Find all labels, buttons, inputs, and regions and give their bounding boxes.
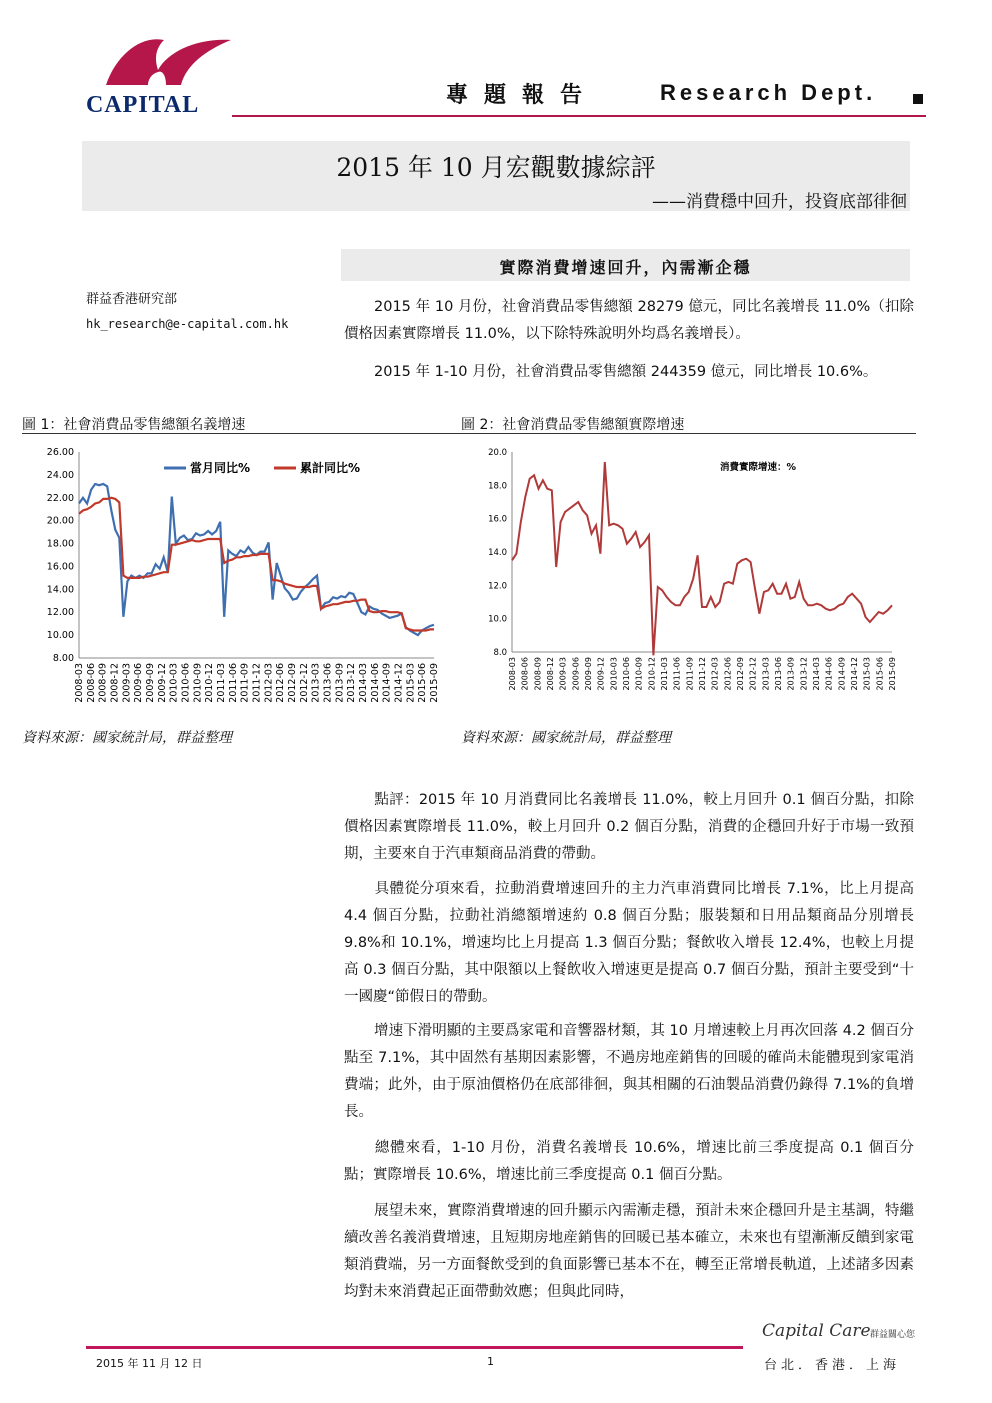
x-tick-label: 2012-09: [287, 663, 298, 703]
intro-paragraph-2: 2015 年 1-10 月份，社會消費品零售總額 244359 億元，同比增長 10.6%。: [374, 364, 878, 380]
x-tick-label: 2012-06: [275, 663, 287, 703]
footer-rule: [86, 1346, 743, 1349]
x-tick-label: 2008-09: [97, 663, 109, 703]
x-tick-label: 2014-06: [369, 663, 381, 703]
header-rule: [232, 115, 926, 117]
x-tick-label: 2009-09: [584, 657, 593, 691]
x-tick-label: 2012-12: [748, 657, 758, 691]
x-tick-label: 2013-09: [786, 657, 796, 691]
x-tick-label: 2014-12: [393, 663, 405, 703]
x-tick-label: 2013-03: [310, 663, 322, 703]
author-email[interactable]: hk_research@e-capital.com.hk: [86, 317, 289, 331]
footer-brand-slogan: 群益關心您: [870, 1330, 916, 1340]
x-tick-label: 2009-12: [596, 657, 606, 691]
x-tick-label: 2015-09: [888, 657, 897, 691]
section-title: 實際消費增速回升，內需漸企穩: [499, 258, 752, 277]
report-title: 2015 年 10 月宏觀數據綜評: [336, 153, 656, 182]
x-tick-label: 2009-03: [121, 663, 133, 703]
x-tick-label: 2009-03: [558, 657, 568, 691]
x-tick-label: 2015-03: [405, 663, 417, 703]
x-tick-label: 2008-06: [85, 663, 97, 703]
y-tick-label: 10.00: [46, 630, 74, 642]
x-tick-label: 2010-09: [192, 663, 204, 703]
figure-rule: [22, 433, 916, 434]
body-paragraph: 總體來看，1-10 月份，消費名義增長 10.6%，增速比前三季度提高 0.1 個百分點；實際增長 10.6%，增速比前三季度提高 0.1 個百分點。: [344, 1140, 914, 1183]
x-tick-label: 2012-12: [298, 663, 310, 703]
x-tick-label: 2014-03: [358, 663, 369, 703]
x-tick-label: 2015-03: [862, 657, 872, 691]
x-tick-label: 2008-09: [533, 657, 543, 691]
x-tick-label: 2010-03: [609, 657, 619, 691]
y-tick-label: 14.0: [488, 548, 507, 558]
x-tick-label: 2011-09: [685, 657, 695, 691]
legend-label: 當月同比%: [190, 461, 251, 475]
body-paragraph: 增速下滑明顯的主要爲家電和音響器材類，其 10 月增速較上月再次回落 4.2 個百分點至 7.1%，其中固然有基期因素影響，不過房地産銷售的回暖的確尚未能體現到家電消費端；此外，由于原油價格仍在底部徘徊，與其相關的石油製品消費仍錄得 7.1%的負增長。: [344, 1023, 914, 1120]
x-tick-label: 2014-03: [812, 657, 821, 691]
y-tick-label: 8.0: [493, 648, 507, 658]
x-tick-label: 2015-09: [429, 663, 440, 703]
y-tick-label: 8.00: [52, 653, 74, 664]
x-tick-label: 2014-09: [381, 663, 393, 703]
x-tick-label: 2014-06: [824, 657, 834, 691]
footer-brand: Capital Care: [762, 1321, 871, 1341]
figure-2-title: 圖 2：社會消費品零售總額實際增速: [461, 417, 685, 433]
x-tick-label: 2010-06: [180, 663, 192, 703]
x-tick-label: 2015-06: [875, 657, 885, 691]
y-tick-label: 12.0: [488, 581, 507, 592]
y-tick-label: 20.0: [488, 448, 507, 458]
x-tick-label: 2013-03: [761, 657, 771, 691]
x-tick-label: 2010-06: [622, 657, 631, 691]
report-type-title: 專題報告: [446, 83, 599, 108]
intro-paragraph-1: 2015 年 10 月份，社會消費品零售總額 28279 億元，同比名義增長 11.0%（扣除價格因素實際增長 11.0%，以下除特殊說明外均爲名義增長）。: [344, 299, 914, 342]
x-tick-label: 2011-12: [698, 657, 707, 691]
x-tick-label: 2010-12: [647, 657, 657, 691]
author: 群益香港研究部: [86, 292, 178, 307]
x-tick-label: 2013-06: [774, 657, 783, 691]
report-subtitle: ——消費穩中回升，投資底部徘徊: [652, 192, 907, 212]
footer-cities: 台北．香港．上海: [764, 1358, 901, 1373]
x-tick-label: 2011-09: [239, 663, 251, 703]
research-dept-label: Research Dept.: [660, 80, 877, 105]
series-line: [79, 498, 434, 631]
x-tick-label: 2013-12: [799, 657, 809, 691]
y-tick-label: 18.00: [46, 538, 74, 550]
y-tick-label: 24.00: [46, 469, 74, 481]
y-tick-label: 20.00: [46, 515, 74, 527]
body-paragraph: 展望未來，實際消費增速的回升顯示內需漸走穩，預計未來企穩回升是主基調，特繼續改善名義消費增速，且短期房地産銷售的回暖已基本確立，未來也有望漸漸反饋到家電類消費端，另一方面餐飲受到的負面影響已基本不在，轉至正常增長軌道，上述諸多因素均對未來消費起正面帶動效應；但與此同時，: [344, 1203, 914, 1300]
x-tick-label: 2008-06: [520, 657, 530, 691]
x-tick-label: 2009-12: [156, 663, 168, 703]
x-tick-label: 2013-06: [322, 663, 334, 703]
x-tick-label: 2012-03: [710, 657, 720, 691]
figure-1-title: 圖 1：社會消費品零售總額名義增速: [22, 417, 246, 433]
x-tick-label: 2010-09: [634, 657, 644, 691]
x-tick-label: 2011-03: [660, 657, 669, 691]
x-tick-label: 2008-12: [546, 657, 555, 691]
y-tick-label: 22.00: [46, 492, 74, 504]
chart-title: 消費實際增速：%: [720, 462, 797, 473]
x-tick-label: 2014-12: [850, 657, 859, 691]
y-tick-label: 18.0: [488, 481, 507, 492]
logo-text: CAPITAL: [86, 92, 200, 118]
page-number: 1: [487, 1355, 494, 1368]
x-tick-label: 2015-06: [417, 663, 429, 703]
figure-1-source: 資料來源：國家統計局，群益整理: [22, 730, 232, 746]
y-tick-label: 14.00: [46, 584, 74, 596]
x-tick-label: 2014-09: [837, 657, 847, 691]
x-tick-label: 2010-12: [204, 663, 216, 703]
x-tick-label: 2013-12: [346, 663, 358, 703]
x-tick-label: 2011-12: [251, 663, 263, 703]
x-tick-label: 2012-06: [723, 657, 733, 691]
chart-nominal-growth: [24, 440, 444, 722]
x-tick-label: 2011-06: [672, 657, 682, 691]
x-tick-label: 2011-03: [216, 663, 227, 703]
header-square-mark: [913, 94, 923, 104]
chart-real-growth: [462, 440, 912, 722]
y-tick-label: 16.0: [488, 514, 507, 525]
y-tick-label: 16.00: [46, 561, 74, 573]
x-tick-label: 2008-03: [74, 663, 85, 703]
legend-label: 累計同比%: [300, 461, 361, 475]
x-tick-label: 2008-03: [508, 657, 517, 691]
x-tick-label: 2013-09: [334, 663, 346, 703]
x-tick-label: 2012-03: [263, 663, 275, 703]
x-tick-label: 2012-09: [736, 657, 745, 691]
series-line: [512, 462, 892, 655]
y-tick-label: 12.00: [46, 607, 74, 619]
body-paragraph: 具體從分項來看，拉動消費增速回升的主力汽車消費同比增長 7.1%，比上月提高 4.4 個百分點，拉動社消總額增速約 0.8 個百分點；服裝類和日用品類商品分別增長 9.8%和 10.1%，增速均比上月提高 1.3 個百分點；餐飲收入增長 12.4%，也較上月提高 0.3 個百分點，其中限額以上餐飲收入增速更是提高 0.7 個百分點，預計主要受到“十一國慶“節假日的帶動。: [344, 881, 914, 1005]
x-tick-label: 2009-06: [133, 663, 145, 703]
figure-2-source: 資料來源：國家統計局，群益整理: [461, 730, 671, 746]
x-tick-label: 2009-06: [571, 657, 581, 691]
y-tick-label: 26.00: [46, 447, 74, 458]
x-tick-label: 2009-09: [145, 663, 156, 703]
x-tick-label: 2010-03: [168, 663, 180, 703]
x-tick-label: 2011-06: [227, 663, 239, 703]
y-tick-label: 10.0: [488, 614, 507, 625]
body-paragraph: 點評：2015 年 10 月消費同比名義增長 11.0%，較上月回升 0.1 個百分點，扣除價格因素實際增長 11.0%，較上月回升 0.2 個百分點，消費的企穩回升好于市場一致預期，主要來自于汽車類商品消費的帶動。: [344, 792, 914, 862]
x-tick-label: 2008-12: [109, 663, 121, 703]
footer-date: 2015 年 11 月 12 日: [96, 1357, 203, 1370]
